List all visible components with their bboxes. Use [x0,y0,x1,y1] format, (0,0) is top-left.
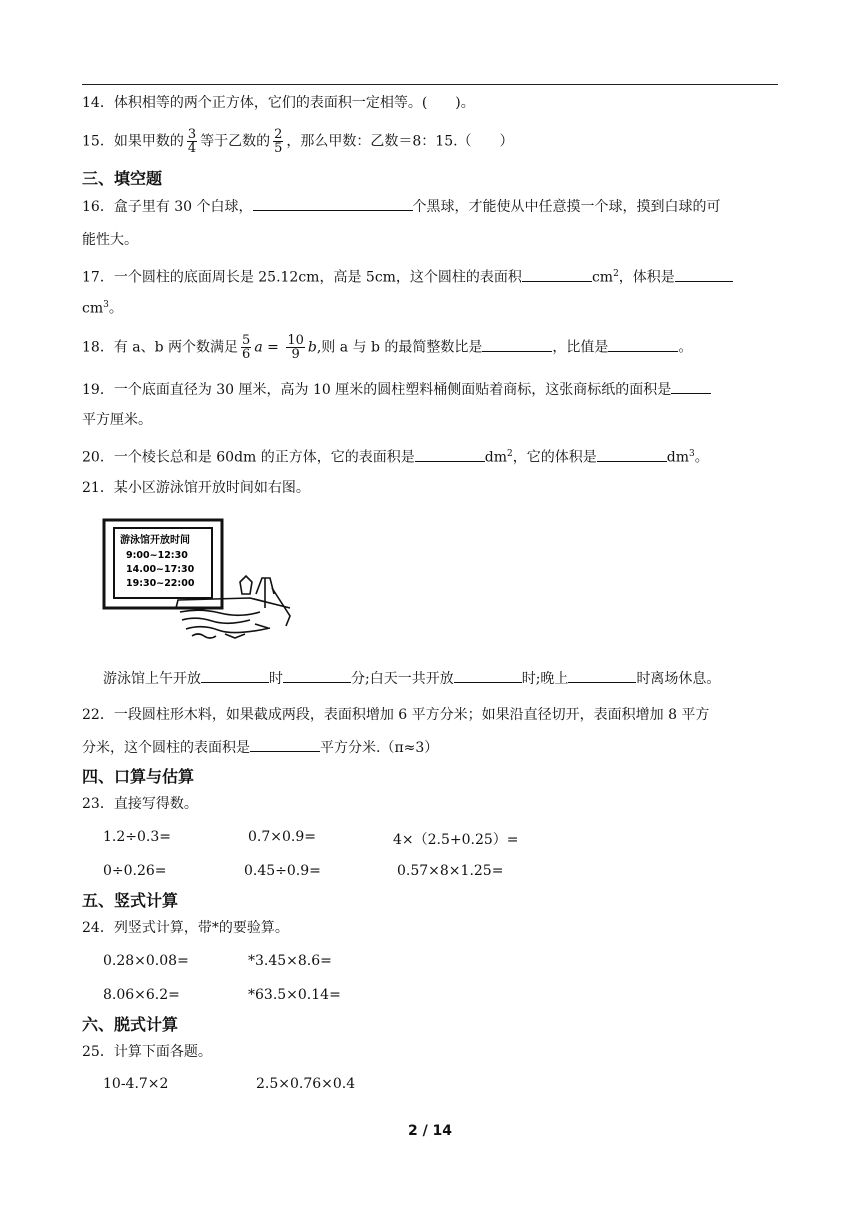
question-17-line2 [82,295,123,319]
q18-end: 。 [678,339,693,356]
q17-text-2: ，体积是 [618,269,675,286]
question-19-line2: 平方厘米。 [82,412,152,428]
answer-blank[interactable] [283,668,351,683]
pool-schedule-illustration [100,516,295,644]
question-16-line2: 能性大。 [82,232,138,248]
fraction-10-9: $\frac{10}{9}$ [287,333,304,362]
question-22: 22．一段圆柱形木料，如果截成两段，表面积增加 6 平方分米；如果沿直径切开，表面积增加 8 平方 [82,707,710,723]
page-number: 2 / 14 [407,1123,453,1139]
answer-blank[interactable] [250,737,320,752]
calc-item: *63.5×0.14= [248,987,341,1003]
question-14: 14．体积相等的两个正方体，它们的表面积一定相等。( )。 [82,95,475,111]
q19-text-1: 19．一个底面直径为 30 厘米，高为 10 厘米的圆柱塑料桶侧面贴着商标，这张商标纸的面积是 [82,382,672,398]
q20-sup-1: 2 [507,449,513,459]
q17-end: 。 [108,300,123,317]
q20-unit-2: dm [666,449,689,466]
section-title-fill-blank: 三、填空题 [82,169,163,188]
answer-blank[interactable] [675,267,733,282]
fraction-3-4: $\frac{3}{4}$ [187,127,197,156]
calc-item: 2.5×0.76×0.4 [256,1076,356,1092]
question-16 [82,196,721,217]
calc-item: 10-4.7×2 [103,1076,169,1092]
q22-text-2: 平方分米.（π≈3） [320,740,439,756]
q16-text-2: 个黑球，才能使从中任意摸一个球，摸到白球的可 [412,199,721,215]
q15-suffix: ，那么甲数：乙数＝8：15.（ ） [286,133,514,150]
q21-fill-text-2: 时 [269,671,283,687]
q17-text-1: 17．一个圆柱的底面周长是 25.12cm，高是 5cm，这个圆柱的表面积 [82,269,522,286]
q20-text-1: 20．一个棱长总和是 60dm 的正方体，它的表面积是 [82,449,415,466]
variable-a: a [254,339,263,356]
sign-title: 游泳馆开放时间 [120,535,190,546]
sign-time-3: 19:30~22:00 [126,578,195,589]
q18-text-mid2: ，比值是 [552,339,609,356]
section-title-step-calc: 六、脱式计算 [82,1015,179,1034]
calc-item: 0.28×0.08= [103,953,189,969]
answer-blank[interactable] [568,668,636,683]
question-21-fill [103,668,720,689]
answer-blank[interactable] [415,447,485,462]
sign-time-1: 9:00~12:30 [126,550,188,561]
question-20 [82,444,709,468]
calc-item: 1.2÷0.3= [103,829,171,845]
q16-text-1: 16．盒子里有 30 个白球， [82,199,253,215]
q17-sup-2: 3 [103,300,109,310]
answer-blank[interactable] [253,196,413,211]
q18-prefix: 18．有 a、b 两个数满足 [82,339,239,356]
q15-prefix: 15．如果甲数的 [82,133,184,150]
calc-item: 0.45÷0.9= [244,863,321,879]
q20-sup-2: 3 [689,449,695,459]
q18-text-mid: ,则 a 与 b 的最简整数比是 [316,339,483,356]
q17-unit-2: cm [82,300,104,317]
q20-end: 。 [694,449,709,466]
fraction-5-6: $\frac{5}{6}$ [242,333,251,362]
answer-blank[interactable] [671,379,711,394]
question-25: 25．计算下面各题。 [82,1044,212,1060]
answer-blank[interactable] [608,337,678,352]
section-title-vertical-calc: 五、竖式计算 [82,891,179,910]
calc-item: 4×（2.5+0.25）= [393,832,519,848]
question-18 [82,334,692,361]
question-24: 24．列竖式计算，带*的要验算。 [82,920,289,936]
q20-text-2: ，它的体积是 [512,449,597,466]
calc-item: 0.7×0.9= [248,829,316,845]
section-title-mental-math: 四、口算与估算 [82,767,195,786]
question-21: 21．某小区游泳馆开放时间如右图。 [82,480,310,496]
answer-blank[interactable] [597,447,667,462]
question-19 [82,379,711,400]
header-rule [82,84,778,85]
calc-item: 0÷0.26= [103,863,167,879]
answer-blank[interactable] [201,668,269,683]
q22-text-1: 分米，这个圆柱的表面积是 [82,740,250,756]
q17-sup-1: 2 [613,269,619,279]
q21-fill-text-3: 分;白天一共开放 [351,671,454,687]
fraction-2-5: $\frac{2}{5}$ [274,127,283,156]
q15-mid: 等于乙数的 [200,133,271,150]
equals-sign: = [262,339,284,356]
sign-time-2: 14.00~17:30 [126,564,195,575]
calc-item: 8.06×6.2= [103,987,180,1003]
q21-fill-text-5: 时离场休息。 [636,671,721,687]
answer-blank[interactable] [522,267,592,282]
calc-item: *3.45×8.6= [248,953,332,969]
question-15 [82,128,514,155]
q21-fill-text-4: 时;晚上 [521,671,569,687]
question-22-line2 [82,737,438,758]
calc-item: 0.57×8×1.25= [397,863,504,879]
variable-b: b [307,339,317,356]
answer-blank[interactable] [482,337,552,352]
q21-fill-text-1: 游泳馆上午开放 [103,671,201,687]
question-23: 23．直接写得数。 [82,796,198,812]
question-17 [82,264,733,288]
answer-blank[interactable] [454,668,522,683]
q17-unit-1: cm [591,269,614,286]
q20-unit-1: dm [484,449,508,466]
